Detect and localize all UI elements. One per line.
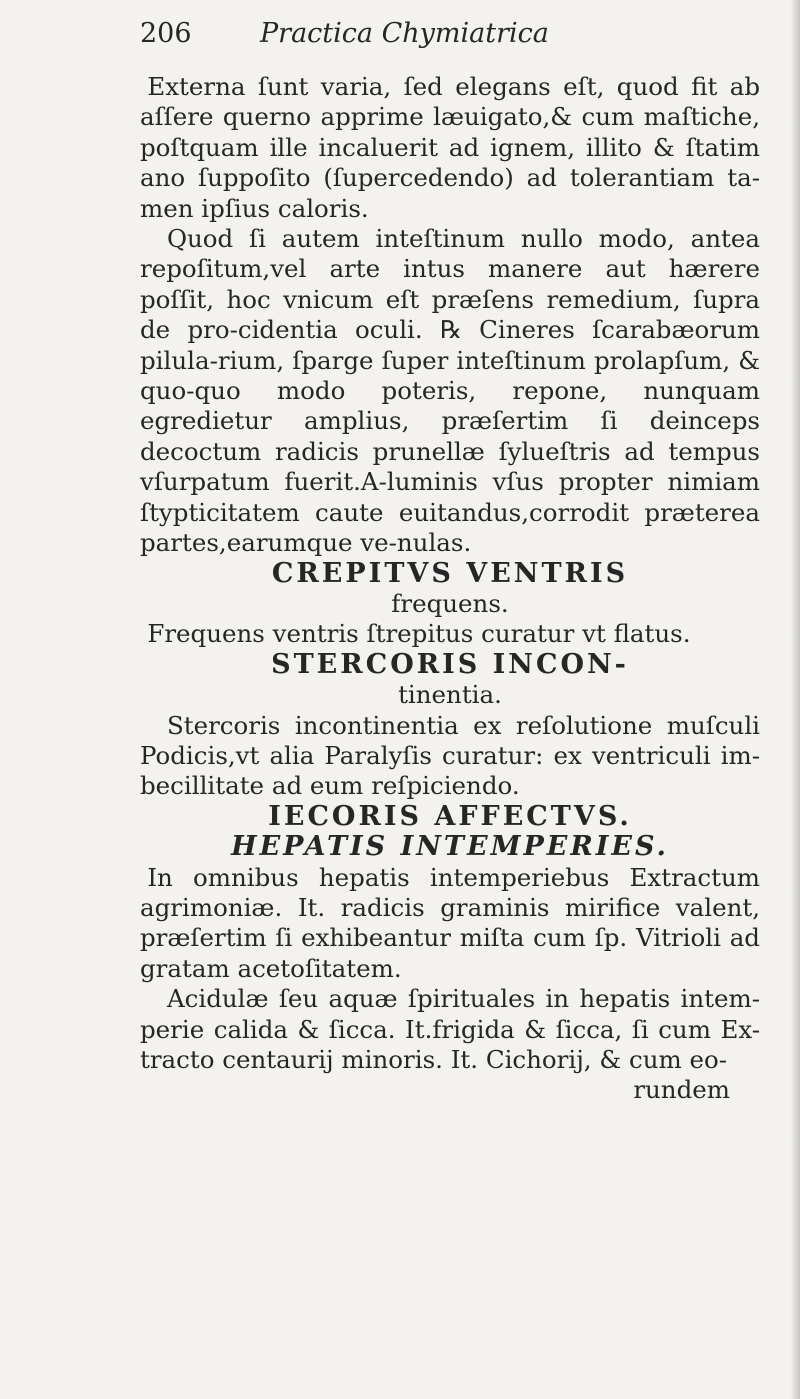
- page-number: 206: [140, 18, 192, 49]
- paragraph-externa: Externa ſunt varia, ſed elegans eſt, quod fit ab aſſere querno apprime læuigato,& cum maſtiche, poſtquam ille incaluerit ad ignem, illito & ſtatim ano ſuppoſito (ſupercedendo) ad tolerantiam ta-men ipſius caloris.: [140, 72, 760, 223]
- heading-stercoris-incontinentia: STERCORIS INCON-: [271, 648, 629, 680]
- heading-iecoris-affectus: IECORIS AFFECTVS.: [268, 800, 632, 832]
- running-title: Practica Chymiatrica: [260, 18, 549, 49]
- paragraph-quod-si: Quod ſi autem inteſtinum nullo modo, antea repoſitum,vel arte intus manere aut hærere poſſit, hoc vnicum eſt præſens remedium, ſupra de pro-cidentia oculi. ℞ Cineres ſcarabæorum pilula-rium, ſparge ſuper inteſtinum prolapſum, & quo-quo modo poteris, repone, nunquam egredietur amplius, præſertim ſi deinceps decoctum radicis prunellæ ſylueſtris ad tempus vſurpatum fuerit.A-luminis vſus propter nimiam ſtypticitatem caute euitandus,corrodit præterea partes,earumque ve-nulas.: [140, 224, 760, 558]
- paragraph-stercoris: Stercoris incontinentia ex reſolutione muſculi Podicis,vt alia Paralyſis curatur: ex ventriculi im-becillitate ad eum reſpiciendo.: [140, 710, 760, 801]
- running-head: [140, 18, 760, 68]
- subheading-tinentia: tinentia.: [398, 680, 502, 710]
- heading-hepatis-intemperies: HEPATIS INTEMPERIES.: [231, 831, 669, 863]
- paragraph-acidulae: Acidulæ ſeu aquæ ſpirituales in hepatis intem-perie calida & ſicca. It.frigida & ſicca, ſi cum Ex-tracto centaurij minoris. It. Cichorij, & cum eo-: [140, 984, 760, 1074]
- heading-crepitus-ventris: CREPITVS VENTRIS: [271, 557, 629, 589]
- main-text: [140, 72, 760, 1106]
- paragraph-in-omnibus: In omnibus hepatis intemperiebus Extractum agrimoniæ. It. radicis graminis mirifice valent, præſertim ſi exhibeantur miſta cum ſp. Vitrioli ad gratam acetoſitatem.: [140, 862, 760, 983]
- page-edge-shadow: [790, 0, 800, 1399]
- catchword: rundem: [633, 1075, 730, 1105]
- subheading-frequens: frequens.: [391, 588, 509, 618]
- paragraph-frequens: Frequens ventris ſtrepitus curatur vt flatus.: [147, 619, 691, 649]
